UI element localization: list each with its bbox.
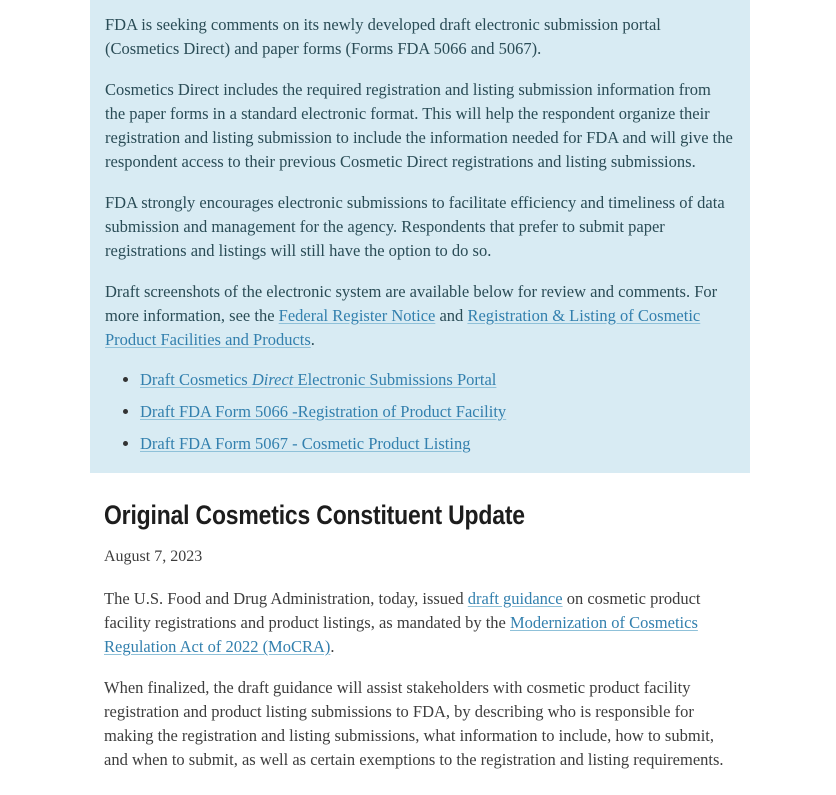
text-run: When finalized, the draft guidance will assist stakeholders with cosmetic product facility registration and product listing submissions to FDA, by describing who is responsible for making the registration and listing submissions, what information to include, how to submit, and when to submit, as well as certain exemptions to the registration and listing requirements. <box>104 678 724 770</box>
fda-form-5067-link[interactable]: Draft FDA Form 5067 - Cosmetic Product Listing <box>140 434 471 453</box>
article-section <box>90 500 750 772</box>
article-date: August 7, 2023 <box>104 548 203 566</box>
cosmetics-direct-portal-link[interactable]: Direct <box>251 370 294 389</box>
cosmetics-direct-portal-link[interactable]: Electronic Submissions Portal <box>293 370 497 389</box>
text-run: . <box>310 330 315 349</box>
body-paragraph <box>104 587 735 659</box>
text-run: . <box>330 637 335 657</box>
draft-guidance-link[interactable]: draft guidance <box>467 589 563 609</box>
section-heading <box>104 500 735 531</box>
text-run: Draft screenshots of the electronic system are available below for review and comments. For more information, see the <box>105 282 718 325</box>
comments-callout-box <box>90 0 750 473</box>
text-run: FDA strongly encourages electronic submissions to facilitate efficiency and timeliness of data submission and management for the agency. Respondents that prefer to submit paper registrations and listings will still have the option to do so. <box>105 193 725 260</box>
callout-paragraph <box>105 78 735 174</box>
section-heading-text: Original Cosmetics Constituent Update <box>104 500 525 530</box>
body-paragraph <box>104 676 735 772</box>
text-run: on cosmetic product facility registrations and product listings, as mandated by the <box>104 589 701 633</box>
federal-register-notice-link[interactable]: Federal Register Notice <box>278 306 436 325</box>
list-item <box>140 368 735 392</box>
draft-links-list <box>105 368 735 456</box>
fda-form-5066-link[interactable]: Draft FDA Form 5066 -Registration of Product Facility <box>140 402 507 421</box>
list-item <box>140 432 735 456</box>
text-run: Cosmetics Direct includes the required registration and listing submission information from the paper forms in a standard electronic format. This will help the respondent organize their registration and listing submission to include the information needed for FDA and will give the respondent access to their previous Cosmetic Direct registrations and listing submissions. <box>105 80 733 171</box>
text-run: and <box>435 306 468 325</box>
mocra-link[interactable]: Modernization of Cosmetics Regulation Act of 2022 (MoCRA) <box>104 613 698 657</box>
cosmetics-direct-portal-link[interactable]: Draft Cosmetics <box>140 370 252 389</box>
callout-paragraph <box>105 191 735 263</box>
page-content <box>90 0 750 772</box>
callout-paragraph <box>105 13 735 61</box>
list-item <box>140 400 735 424</box>
text-run: FDA is seeking comments on its newly developed draft electronic submission portal (Cosmetics Direct) and paper forms (Forms FDA 5066 and 5067). <box>105 15 661 58</box>
callout-paragraph <box>105 280 735 352</box>
text-run: The U.S. Food and Drug Administration, today, issued <box>104 589 468 609</box>
registration-listing-link[interactable]: Registration & Listing of Cosmetic Product Facilities and Products <box>105 306 701 349</box>
